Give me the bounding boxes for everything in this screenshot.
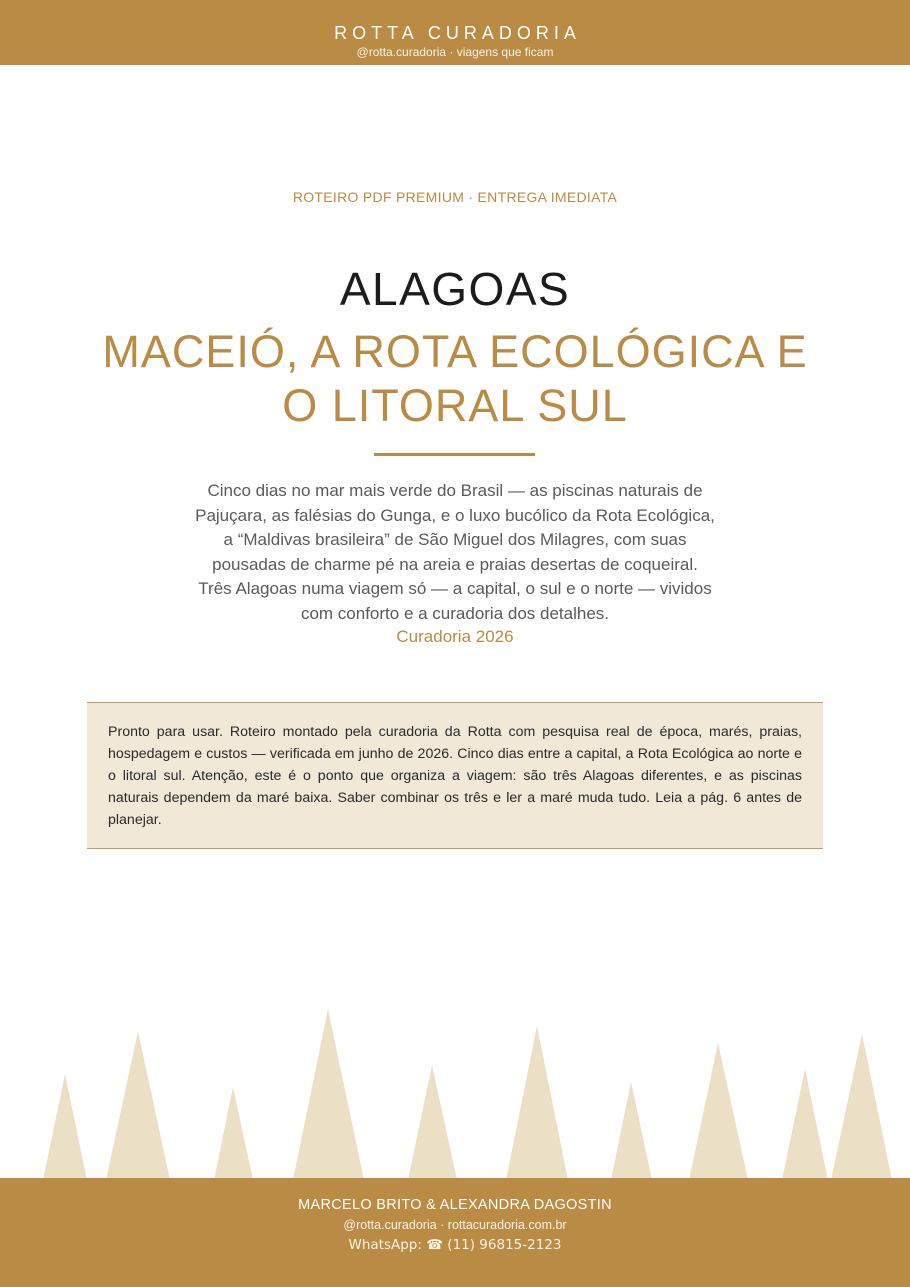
cover-subtitle: MACEIÓ, A ROTA ECOLÓGICA E O LITORAL SUL [102,326,808,431]
tree-shape [293,1009,364,1180]
brand-handle: @rotta.curadoria · viagens que ficam [356,45,554,59]
cover-signature: Curadoria 2026 [396,627,514,646]
footer-banner [0,1178,910,1287]
tree-shape [611,1082,652,1180]
cover-kicker: ROTEIRO PDF PREMIUM · ENTREGA IMEDIATA [292,189,618,205]
notice-panel [87,702,823,849]
footer-whatsapp: WhatsApp: ☎ (11) 96815-2123 [348,1237,562,1253]
tree-shape [106,1031,170,1180]
tree-shape [214,1087,253,1180]
cover-intro: Cinco dias no mar mais verde do Brasil — as piscinas naturais de Pajuçara, as falésias do Gunga, e o luxo bucólico da Rota Ecológica, a “Maldivas brasileira” de São Miguel dos Milagres, com suas pousadas de charme pé na areia e praias desertas de coqueiral. Três Alagoas numa viagem só — a capital, o sul e o norte — vividos com conforto e a curadoria dos detalhes. [195,481,715,623]
title-divider [374,453,535,456]
footer-links: @rotta.curadoria · rottacuradoria.com.br [343,1218,567,1232]
brand-name: ROTTA CURADORIA [334,23,581,43]
tree-shape [831,1034,892,1180]
tree-shape [506,1026,568,1180]
footer-authors: MARCELO BRITO & ALEXANDRA DAGOSTIN [298,1197,612,1213]
tree-shape [689,1043,748,1180]
notice-text: Pronto para usar. Roteiro montado pela curadoria da Rotta com pesquisa real de época, marés, praias, hospedagem e custos — verificada em junho de 2026. Cinco dias entre a capital, a Rota Ecológica ao norte e o litoral sul. Atenção, este é o ponto que organiza a viagem: são três Alagoas diferentes, e as piscinas naturais dependem da maré baixa. Saber combinar os três e ler a maré muda tudo. Leia a pág. 6 antes de planejar. [108,724,802,828]
tree-shape [43,1074,87,1180]
cover-title: ALAGOAS [339,263,571,315]
tree-silhouettes [0,1000,910,1180]
top-banner [0,0,910,65]
tree-shape [408,1065,457,1180]
tree-shape [782,1069,828,1180]
